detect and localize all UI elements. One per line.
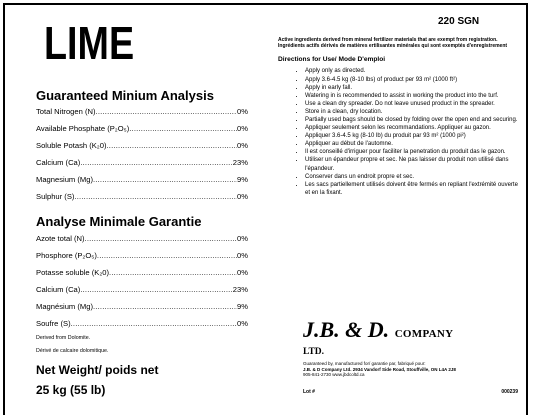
lot-line: [303, 389, 518, 395]
direction-item: • Il est conseillé d'irriguer pour faciliter la penetration du produit das le gazon.: [305, 148, 520, 156]
analysis-heading-fr: Analyse Minimale Garantie: [36, 214, 202, 229]
analysis-row: [36, 302, 248, 312]
analysis-column: [36, 88, 248, 398]
analysis-label: Soufre (S): [36, 319, 71, 328]
direction-item: • Use a clean dry spreader. Do not leave unused product in the spreader.: [305, 100, 520, 108]
direction-item: • Watering in is recommended to assist in working the product into the turf.: [305, 92, 520, 100]
analysis-row: [36, 319, 248, 329]
direction-item: • Partially used bags should be closed by folding over the open end and securing.: [305, 116, 520, 124]
company-name: [303, 317, 453, 343]
analysis-label: Magnesium (Mg): [36, 175, 93, 184]
analysis-value: 0%: [237, 141, 248, 150]
analysis-row: [36, 192, 248, 202]
company-name-suffix: COMPANY: [394, 328, 454, 340]
analysis-value: 0%: [237, 319, 248, 328]
company-address: J.B. & D Company Ltd. 2934 Vandorf Side Road, Stouffville, ON L4A 2J8: [303, 366, 456, 372]
analysis-value: 0%: [237, 192, 248, 201]
analysis-row: [36, 234, 248, 244]
direction-item: • Apply 3.6-4.5 kg (8-10 lbs) of product per 93 m² (1000 ft²): [305, 76, 520, 84]
analysis-label: Magnésium (Mg): [36, 302, 93, 311]
analysis-value: 23%: [232, 285, 248, 294]
analysis-row: [36, 141, 248, 151]
sgn-code: 220 SGN: [438, 16, 480, 27]
ingredients-note: Active ingredients derived from mineral fertilizer materials that are exempt from registration. Ingrédients actifs dérivés de matières ertilisantes minérales qui sont exemptés d'enregistrement: [278, 37, 508, 50]
derived-from-en: Derived from Dolomite.: [36, 335, 91, 341]
direction-item: • Apply only as directed.: [305, 67, 520, 75]
analysis-label: Azote total (N): [36, 234, 85, 243]
analysis-value: 0%: [237, 124, 248, 133]
analysis-label: Calcium (Ca): [36, 285, 81, 294]
product-name: LIME: [44, 17, 135, 69]
net-weight-label: Net Weight/ poids net: [36, 363, 159, 377]
direction-item: • Utiliser un épandeur propre et sec. Ne pas laisser du produit non utilisé dans l'épandeur.: [305, 156, 520, 172]
analysis-value: 9%: [237, 302, 248, 311]
direction-item: • Apply in early fall.: [305, 84, 520, 92]
analysis-row: [36, 175, 248, 185]
direction-item: • Les sacs partiellement utilisés doivent être fermés en repliant l'extrémité ouverte et en la fixant.: [305, 181, 520, 197]
analysis-value: 0%: [237, 234, 248, 243]
analysis-row: [36, 251, 248, 261]
analysis-row: [36, 285, 248, 295]
analysis-row: [36, 268, 248, 278]
lot-label: Lot #: [303, 389, 315, 395]
direction-item: • Store in a clean, dry location.: [305, 108, 520, 116]
direction-item: • Appliquer au début de l'automne.: [305, 140, 520, 148]
analysis-heading-en: Guaranteed Minium Analysis: [36, 88, 214, 103]
analysis-label: Available Phosphate (P₂O₅): [36, 124, 130, 133]
analysis-value: 23%: [232, 158, 248, 167]
guarantee-line: Guaranteed by, manufactured for/ garantie par, fabriqué pour:: [303, 361, 426, 366]
directions-column: [278, 37, 520, 197]
direction-item: • Appliquer 3.6-4.5 kg (8-10 lb) du produit par 93 m² (1000 pi²): [305, 132, 520, 140]
directions-title: Directions for Use/ Mode D'emploi: [278, 56, 386, 64]
analysis-label: Sulphur (S): [36, 192, 75, 201]
analysis-row: [36, 124, 248, 134]
direction-item: • Conserver dans un endroit propre et sec.: [305, 173, 520, 181]
analysis-row: [36, 107, 248, 117]
guarantee-block: [303, 361, 523, 378]
analysis-label: Soluble Potash (K₂0): [36, 141, 107, 150]
directions-list: [278, 67, 520, 197]
company-contact: 905-841-2730 www.jbdcoltd.ca: [303, 372, 365, 378]
analysis-value: 0%: [237, 251, 248, 260]
company-name-main: J.B. & D.: [303, 317, 390, 342]
net-weight-value: 25 kg (55 lb): [36, 383, 106, 397]
derived-from-fr: Dérivé de calcaire dolomitique.: [36, 348, 109, 354]
direction-item: • Appliquer seulement selon les recommandations. Appliquer au gazon.: [305, 124, 520, 132]
analysis-value: 0%: [237, 107, 248, 116]
analysis-value: 0%: [237, 268, 248, 277]
analysis-row: [36, 158, 248, 168]
analysis-label: Calcium (Ca): [36, 158, 81, 167]
company-ltd: LTD.: [303, 347, 325, 357]
analysis-label: Total Nitrogen (N): [36, 107, 96, 116]
analysis-value: 9%: [237, 175, 248, 184]
analysis-label: Potasse soluble (K₂0): [36, 268, 110, 277]
analysis-label: Phosphore (P₂O₅): [36, 251, 97, 260]
lot-number: 000239: [501, 389, 518, 395]
